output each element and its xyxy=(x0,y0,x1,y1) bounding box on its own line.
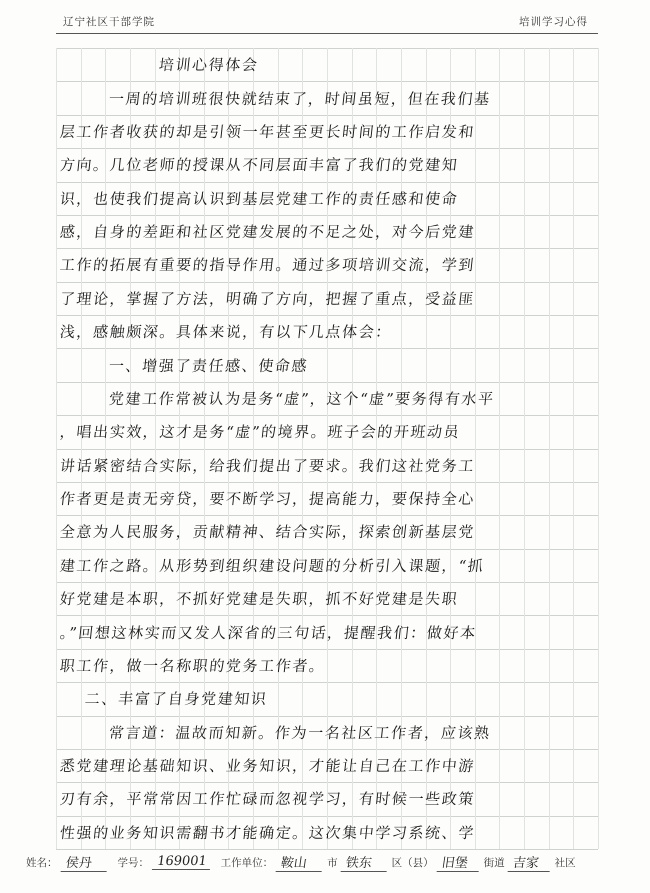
essay-line-text: 二、丰富了自身党建知识 xyxy=(83,690,269,709)
essay-line xyxy=(56,315,598,348)
street-value: 旧堡 xyxy=(436,852,481,872)
essay-line xyxy=(56,816,598,849)
essay-line-text: 建工作之路。从形势到组织建设问题的分析引入课题，“抓 xyxy=(59,556,486,575)
essay-line-text: 感，自身的差距和社区党建发展的不足之处，对今后党建 xyxy=(59,223,476,242)
essay-line-text: 浅，感触颇深。具体来说，有以下几点体会： xyxy=(59,323,393,342)
street-suffix: 街道 xyxy=(483,856,505,869)
essay-line-text: ，唱出实效，这才是务“虚”的境界。班子会的开班动员 xyxy=(59,423,462,442)
essay-line-text: 党建工作常被认为是务“虚”，这个“虚”要务得有水平 xyxy=(108,389,496,408)
essay-line-text: 了理论，掌握了方法，明确了方向，把握了重点，受益匪 xyxy=(59,289,476,308)
footer-info xyxy=(26,851,610,873)
essay-line xyxy=(56,749,598,782)
essay-line-text: 好党建是本职，不抓好党建是失职，抓不好党建是失职 xyxy=(59,590,460,609)
name-value: 侯丹 xyxy=(60,852,109,872)
community-value: 吉家 xyxy=(507,852,552,872)
grid-column-line xyxy=(598,48,599,849)
header-left-text: 辽宁社区干部学院 xyxy=(63,16,155,28)
essay-line xyxy=(56,215,598,248)
unit-label: 工作单位： xyxy=(220,856,274,869)
essay-title xyxy=(56,48,598,81)
essay-line xyxy=(56,515,598,548)
composition-grid xyxy=(56,48,598,849)
essay-line-text: 方向。几位老师的授课从不同层面丰富了我们的党建知 xyxy=(59,156,460,175)
essay-line-text: 一周的培训班很快就结束了，时间虽短，但在我们基 xyxy=(108,89,492,108)
district-value: 铁东 xyxy=(340,852,389,872)
essay-line xyxy=(56,282,598,315)
essay-line-text: 悉党建理论基础知识、业务知识，才能让自己在工作中游 xyxy=(59,757,476,776)
essay-line-text: 识，也使我们提高认识到基层党建工作的责任感和使命 xyxy=(59,189,460,208)
header-right-text: 培训学习心得 xyxy=(519,16,588,28)
grid-row-line xyxy=(56,849,598,850)
essay-line-text: 刃有余，平常常因工作忙碌而忽视学习，有时候一些政策 xyxy=(59,790,476,809)
essay-line-text: 职工作，做一名称职的党务工作者。 xyxy=(59,656,327,675)
city-value: 鞍山 xyxy=(276,852,325,872)
name-label: 姓名： xyxy=(26,856,58,869)
essay-line xyxy=(56,682,598,715)
essay-line-text: 工作的拓展有重要的指导作用。通过多项培训交流，学到 xyxy=(59,256,476,275)
essay-line xyxy=(56,782,598,815)
essay-line xyxy=(56,415,598,448)
essay-line xyxy=(56,382,598,415)
essay-line-text: 全意为人民服务，贡献精神、结合实际，探索创新基层党 xyxy=(59,523,476,542)
essay-line xyxy=(56,348,598,381)
community-suffix: 社区 xyxy=(554,856,576,869)
essay-line-text: 一、增强了责任感、使命感 xyxy=(108,356,310,375)
essay-line xyxy=(56,716,598,749)
essay-line xyxy=(56,449,598,482)
essay-line-text: 性强的业务知识需翻书才能确定。这次集中学习系统、学 xyxy=(59,823,476,842)
essay-line xyxy=(56,81,598,114)
essay-line-text: 。”回想这林实而又发人深省的三句话，提醒我们：做好本 xyxy=(59,623,478,642)
essay-line xyxy=(56,182,598,215)
essay-line-text: 常言道：温故而知新。作为一名社区工作者，应该熟 xyxy=(108,723,492,742)
essay-line xyxy=(56,115,598,148)
id-label: 学号： xyxy=(117,856,149,869)
header-rule xyxy=(56,33,598,34)
essay-line xyxy=(56,649,598,682)
essay-line-text: 作者更是责无旁贷，要不断学习，提高能力，要保持全心 xyxy=(59,490,476,509)
essay-line xyxy=(56,248,598,281)
essay-line-text: 层工作者收获的却是引领一年甚至更长时间的工作启发和 xyxy=(59,122,476,141)
essay-line xyxy=(56,148,598,181)
essay-line xyxy=(56,582,598,615)
essay-line-text: 讲话紧密结合实际，给我们提出了要求。我们这社党务工 xyxy=(59,456,476,475)
district-suffix: 区（县） xyxy=(391,856,434,869)
essay-line xyxy=(56,482,598,515)
city-suffix: 市 xyxy=(327,856,338,869)
essay-line-text: 培训心得体会 xyxy=(157,56,260,75)
id-value: 169001 xyxy=(152,854,212,870)
essay-line xyxy=(56,615,598,648)
essay-line xyxy=(56,549,598,582)
